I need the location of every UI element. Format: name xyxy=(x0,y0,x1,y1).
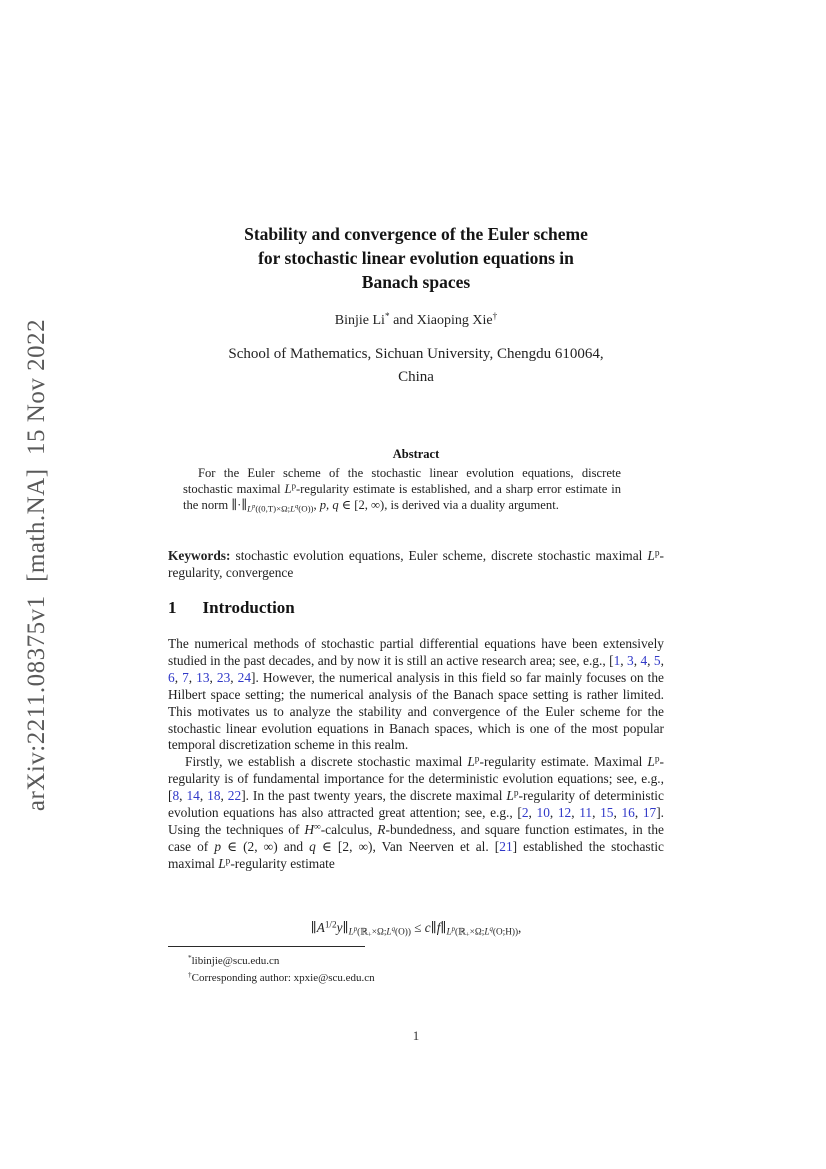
text-segment: , xyxy=(209,669,217,685)
paper-title xyxy=(168,222,664,294)
text-segment: , xyxy=(592,805,601,821)
text-segment: ∈ (2, ∞) and xyxy=(221,838,310,854)
text-segment: -calculus, xyxy=(320,821,378,837)
paper-title-line1: Stability and convergence of the Euler scheme xyxy=(244,224,588,244)
paper-title-line2: for stochastic linear evolution equations in xyxy=(258,248,574,268)
footnote-2-text: Corresponding author: xpxie@scu.edu.cn xyxy=(191,972,375,985)
author-1-footnote-mark: * xyxy=(384,311,390,321)
citation-link[interactable]: 23 xyxy=(216,669,231,685)
text-segment: ≤ xyxy=(410,920,425,935)
paper-title-line3: Banach spaces xyxy=(361,272,471,292)
text-segment: Firstly, we establish a discrete stochastic maximal xyxy=(185,754,468,770)
text-segment: L xyxy=(467,754,475,770)
text-segment: , xyxy=(620,652,628,668)
text-segment: For the Euler scheme of the stochastic linear evolution equations, discrete stochastic maximal xyxy=(183,466,621,496)
text-segment: y xyxy=(336,920,343,935)
intro-paragraph-1 xyxy=(168,636,664,754)
abstract-text xyxy=(183,466,621,513)
text-segment: Keywords: xyxy=(168,548,231,563)
text-segment: -regularity estimate xyxy=(230,855,335,871)
text-segment: L xyxy=(446,926,452,937)
citation-link[interactable]: 2 xyxy=(521,805,529,821)
text-segment: f xyxy=(436,920,441,935)
text-segment: c xyxy=(424,920,431,935)
citation-link[interactable]: 1 xyxy=(613,652,621,668)
text-segment: -regularity estimate is established, and a sharp error estimate in the norm xyxy=(183,481,622,512)
text-segment: , xyxy=(660,652,664,668)
text-segment: L xyxy=(647,548,655,563)
text-segment: (O;H)) xyxy=(492,926,519,937)
text-segment: p xyxy=(654,548,660,559)
text-segment: -regularity is of fundamental importance for the deterministic evolution equations; see, e.g., [ xyxy=(168,754,664,804)
text-segment: The numerical methods of stochastic partial differential equations have been extensively studied in the past decades, and by now it is still an active research area; see, e.g., [ xyxy=(168,636,664,668)
page-column xyxy=(168,0,664,1169)
text-segment: q xyxy=(294,502,299,510)
text-segment: -bundedness, and square function estimates, in the case of xyxy=(168,821,664,854)
text-segment: , xyxy=(634,805,643,821)
footnote-2 xyxy=(168,968,664,985)
text-segment: p xyxy=(474,754,480,765)
text-segment: ∥·∥ xyxy=(231,497,248,512)
text-segment: stochastic evolution equations, Euler scheme, discrete stochastic maximal xyxy=(230,548,648,563)
text-segment: L xyxy=(284,481,292,496)
page-number: 1 xyxy=(412,1028,420,1043)
text-segment: L xyxy=(348,926,354,937)
citation-link[interactable]: 12 xyxy=(557,805,572,821)
citation-link[interactable]: 5 xyxy=(653,652,661,668)
text-segment: L xyxy=(647,754,655,770)
text-segment: , xyxy=(179,788,187,804)
introduction-body xyxy=(168,636,664,873)
text-segment: L xyxy=(218,855,226,871)
affiliation-line2: China xyxy=(398,369,434,385)
text-segment: ∈ [2, ∞), Van Neerven et al. [ xyxy=(315,838,500,854)
text-segment: (O)) xyxy=(395,926,411,937)
text-segment: q xyxy=(309,838,316,854)
author-2: Xiaoping Xie xyxy=(416,313,493,329)
text-segment: p, q xyxy=(319,497,339,512)
text-segment: , xyxy=(199,788,208,804)
section-heading-introduction xyxy=(168,598,295,618)
keywords-paragraph xyxy=(168,547,664,581)
text-segment: L xyxy=(247,503,253,514)
text-segment: L xyxy=(506,788,514,804)
text-segment: ]. In the past twenty years, the discrete maximal xyxy=(241,788,507,804)
affiliation-line1: School of Mathematics, Sichuan University, Chengdu 610064, xyxy=(228,346,604,362)
text-segment: ((0,T)×Ω; xyxy=(255,503,291,514)
text-segment: p xyxy=(654,754,660,765)
text-segment: + xyxy=(367,931,372,939)
text-segment: p xyxy=(291,480,296,491)
text-segment: -regularity estimate. Maximal xyxy=(479,754,648,770)
text-segment: R xyxy=(377,821,386,837)
citation-link[interactable]: 3 xyxy=(627,652,634,668)
text-segment: L xyxy=(386,926,392,937)
text-segment: (O)) xyxy=(298,503,314,514)
text-segment: -regularity, convergence xyxy=(168,548,664,580)
text-segment: , xyxy=(313,497,320,512)
citation-link[interactable]: 17 xyxy=(642,805,657,821)
text-segment: , xyxy=(633,652,641,668)
author-2-footnote-mark: † xyxy=(492,311,498,321)
text-segment: p xyxy=(225,856,231,867)
footnote-1-mark: * xyxy=(188,954,192,962)
citation-link[interactable]: 24 xyxy=(237,669,252,685)
text-segment: ∞ xyxy=(314,822,321,833)
text-segment: ] established the stochastic maximal xyxy=(168,838,664,871)
text-segment: , xyxy=(549,805,558,821)
text-segment: p xyxy=(252,502,256,510)
text-segment: ∥ xyxy=(440,920,447,935)
footnote-2-mark: † xyxy=(188,971,192,980)
text-segment: , xyxy=(613,805,622,821)
text-segment: ×Ω; xyxy=(371,926,387,937)
text-segment: p xyxy=(353,925,358,933)
arxiv-stamp[interactable]: arXiv:2211.08375v1 [math.NA] 15 Nov 2022 xyxy=(23,318,50,812)
text-segment: ∥ xyxy=(342,920,349,935)
text-segment: , xyxy=(220,788,228,804)
section-number: 1 xyxy=(168,598,177,617)
text-segment: ]. Using the techniques of xyxy=(168,805,665,837)
text-segment: ]. However, the numerical analysis in this field so far mainly focuses on the Hilbert space setting; the numerical analysis of the Banach space setting is rather limited. This motivates us to analyze the stability and convergence of the Euler scheme for the stochastic linear evolution equations in Banach spaces, which is one of the most popular temporal discretization scheme in this realm. xyxy=(168,669,664,753)
intro-paragraph-2 xyxy=(168,754,664,872)
affiliation xyxy=(168,343,664,389)
citation-link[interactable]: 22 xyxy=(227,788,242,804)
authors-connector: and xyxy=(389,313,417,329)
citation-link[interactable]: 21 xyxy=(499,838,513,854)
abstract-heading: Abstract xyxy=(392,447,440,461)
authors-line xyxy=(168,311,664,329)
text-segment: , xyxy=(528,805,537,821)
text-segment: 1/2 xyxy=(324,919,337,930)
text-segment: A xyxy=(316,920,325,935)
text-segment: L xyxy=(484,926,490,937)
text-segment: , xyxy=(188,669,197,685)
text-segment: , xyxy=(174,669,183,685)
citation-link[interactable]: 4 xyxy=(640,652,648,668)
citation-link[interactable]: 10 xyxy=(536,805,550,821)
citation-link[interactable]: 15 xyxy=(600,805,614,821)
citation-link[interactable]: 14 xyxy=(186,788,200,804)
text-segment: ×Ω; xyxy=(469,926,485,937)
citation-link[interactable]: 7 xyxy=(182,669,189,685)
author-1: Binjie Li xyxy=(334,313,385,329)
text-segment: ∥ xyxy=(430,920,437,935)
footnote-1-text: libinjie@scu.edu.cn xyxy=(191,954,280,967)
text-segment: p xyxy=(513,788,519,799)
footnotes xyxy=(168,951,664,986)
section-title: Introduction xyxy=(202,598,295,617)
citation-link[interactable]: 6 xyxy=(168,669,175,685)
text-segment: p xyxy=(451,925,456,933)
footnote-1 xyxy=(168,951,664,968)
text-segment: , xyxy=(518,920,522,935)
text-segment: q xyxy=(489,925,493,933)
citation-link[interactable]: 18 xyxy=(207,788,221,804)
text-segment: (ℝ xyxy=(455,926,466,937)
citation-link[interactable]: 11 xyxy=(579,805,593,821)
text-segment: -regularity of deterministic evolution equations has also attracted great attention; see, e.g., [ xyxy=(168,788,664,821)
text-segment: L xyxy=(290,503,295,514)
citation-link[interactable]: 16 xyxy=(621,805,635,821)
text-segment: ∥ xyxy=(310,920,317,935)
text-segment: , xyxy=(571,805,580,821)
text-segment: H xyxy=(304,821,315,837)
citation-link[interactable]: 13 xyxy=(196,669,210,685)
text-segment: + xyxy=(465,931,470,939)
text-segment: , xyxy=(647,652,654,668)
text-segment: p xyxy=(214,838,222,854)
footnote-rule xyxy=(168,946,365,947)
display-equation xyxy=(168,919,664,939)
text-segment: , xyxy=(230,669,238,685)
text-segment: (ℝ xyxy=(357,926,368,937)
text-segment: q xyxy=(391,925,395,933)
citation-link[interactable]: 8 xyxy=(172,788,180,804)
text-segment: ∈ [2, ∞), is derived via a duality argument. xyxy=(338,497,559,512)
